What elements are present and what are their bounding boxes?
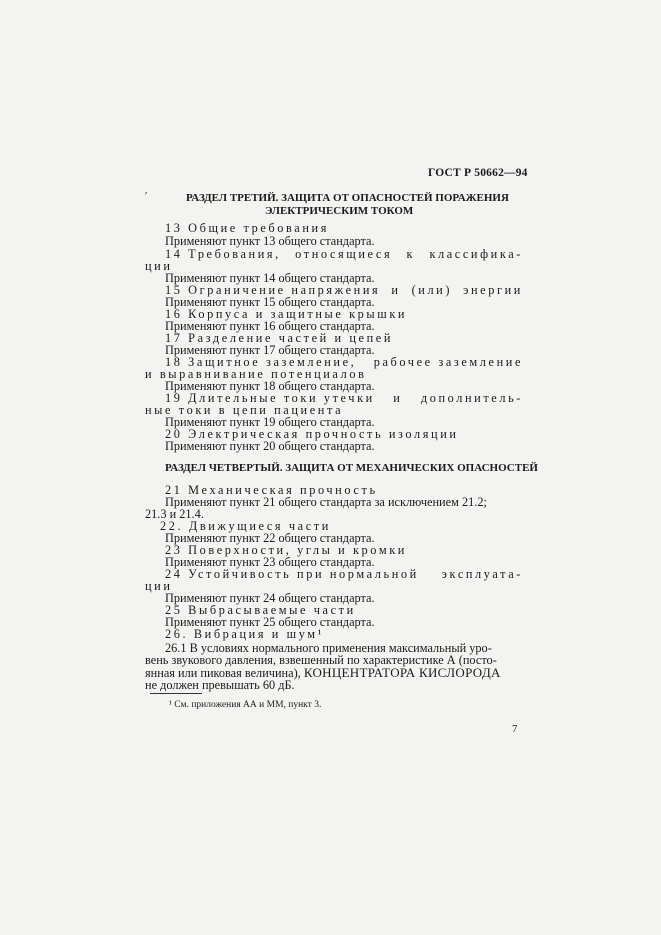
- item-24-title-part: эксплуата-: [441, 567, 523, 581]
- item-19-title-part: 19 Длительные токи утечки: [165, 391, 375, 405]
- para-26-1-line-1: 26.1 В условиях нормального применения максимальный уро-: [165, 641, 492, 655]
- item-24-title: [165, 567, 523, 581]
- item-14-title-part: к: [406, 247, 416, 261]
- footnote-divider: [150, 693, 202, 694]
- item-18-title-part: рабочее заземление: [373, 355, 523, 369]
- item-26-title: 26. Вибрация и шум¹: [165, 627, 324, 641]
- item-14-title-wrap: ции: [145, 259, 173, 273]
- item-13-body: Применяют пункт 13 общего стандарта.: [165, 234, 375, 248]
- item-14-title-part: 14 Требования,: [165, 247, 281, 261]
- item-15-title-part: 15 Ограничение напряжения: [165, 283, 381, 297]
- item-19-title-wrap: ные токи в цепи пациента: [145, 403, 344, 417]
- item-24-title-part: 24 Устойчивость при нормальной: [165, 567, 419, 581]
- page-number: 7: [512, 723, 518, 735]
- item-20-body: Применяют пункт 20 общего стандарта.: [165, 439, 375, 453]
- item-18-title-wrap: и выравнивание потенциалов: [145, 367, 367, 381]
- standard-header: ГОСТ Р 50662—94: [428, 167, 528, 179]
- section-3-title-line-2: ЭЛЕКТРИЧЕСКИМ ТОКОМ: [265, 205, 414, 217]
- item-22-title: 22. Движущиеся части: [160, 519, 331, 533]
- stray-mark: ʹ: [145, 190, 148, 202]
- item-25-title: 25 Выбрасываемые части: [165, 603, 356, 617]
- item-21-body: Применяют пункт 21 общего стандарта за исключением 21.2;: [165, 495, 487, 509]
- item-20-title: 20 Электрическая прочность изоляции: [165, 427, 459, 441]
- para-26-1-line-4: не должен превышать 60 дБ.: [145, 678, 295, 692]
- item-23-title: 23 Поверхности, углы и кромки: [165, 543, 407, 557]
- item-19-title-part: дополнитель-: [420, 391, 523, 405]
- section-4-title: РАЗДЕЛ ЧЕТВЕРТЫЙ. ЗАЩИТА ОТ МЕХАНИЧЕСКИХ ОПАСНОСТЕЙ: [165, 462, 538, 474]
- item-16-body: Применяют пункт 16 общего стандарта.: [165, 319, 375, 333]
- para-26-1-line-2: вень звукового давления, взвешенный по характеристике А (посто-: [145, 653, 497, 667]
- item-14-title-part: относящиеся: [295, 247, 393, 261]
- item-14-title: [165, 247, 523, 261]
- footnote: ¹ См. приложения АА и ММ, пункт 3.: [169, 700, 322, 710]
- item-13-title: 13 Общие требования: [165, 221, 329, 235]
- item-14-body: Применяют пункт 14 общего стандарта.: [165, 271, 375, 285]
- item-19-body: Применяют пункт 19 общего стандарта.: [165, 415, 375, 429]
- device-name-caps: КОНЦЕНТРАТОРА КИСЛОРОДА: [303, 665, 501, 680]
- item-15-title-part: (или): [411, 283, 453, 297]
- item-22-body: Применяют пункт 22 общего стандарта.: [165, 531, 375, 545]
- item-17-body: Применяют пункт 17 общего стандарта.: [165, 343, 375, 357]
- item-15-title-part: энергии: [463, 283, 523, 297]
- item-25-body: Применяют пункт 25 общего стандарта.: [165, 615, 375, 629]
- item-14-title-part: классифика-: [429, 247, 523, 261]
- item-18-body: Применяют пункт 18 общего стандарта.: [165, 379, 375, 393]
- item-15-body: Применяют пункт 15 общего стандарта.: [165, 295, 375, 309]
- item-21-title: 21 Механическая прочность: [165, 483, 378, 497]
- section-3-title-line-1: РАЗДЕЛ ТРЕТИЙ. ЗАЩИТА ОТ ОПАСНОСТЕЙ ПОРАЖЕНИЯ: [186, 192, 509, 204]
- item-18-title-part: 18 Защитное заземление,: [165, 355, 357, 369]
- item-21-body-wrap: 21.3 и 21.4.: [145, 507, 204, 521]
- item-16-title: 16 Корпуса и защитные крышки: [165, 307, 408, 321]
- item-24-body: Применяют пункт 24 общего стандарта.: [165, 591, 375, 605]
- item-23-body: Применяют пункт 23 общего стандарта.: [165, 555, 375, 569]
- item-17-title: 17 Разделение частей и цепей: [165, 331, 394, 345]
- para-26-1-text: янная или пиковая величина),: [145, 666, 304, 680]
- item-15-title-part: и: [391, 283, 401, 297]
- item-19-title-part: и: [393, 391, 403, 405]
- item-24-title-wrap: ции: [145, 579, 173, 593]
